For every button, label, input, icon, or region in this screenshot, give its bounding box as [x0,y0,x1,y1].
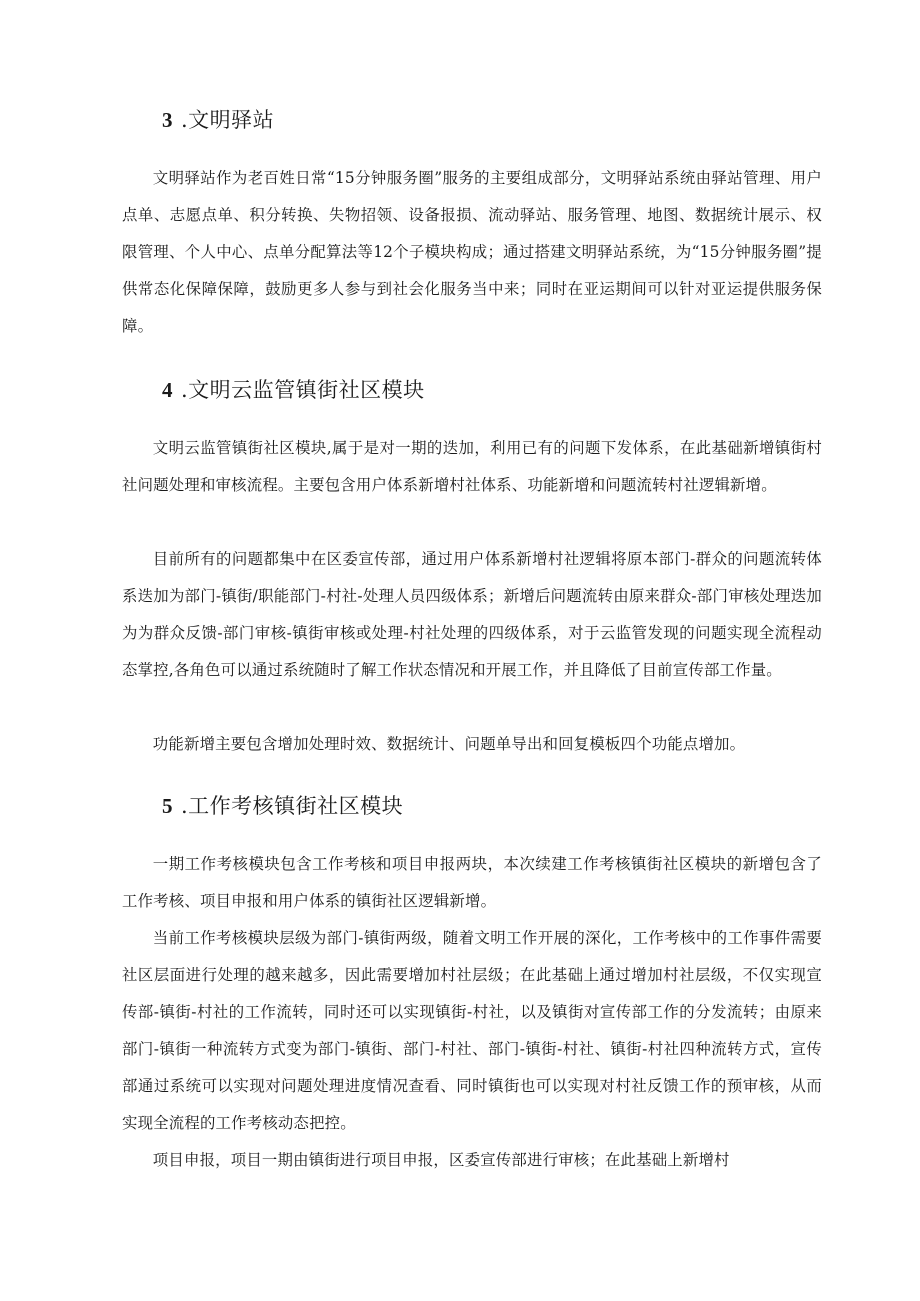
paragraph: 项目申报，项目一期由镇街进行项目申报，区委宣传部进行审核；在此基础上新增村 [152,1151,730,1169]
paragraph: 当前工作考核模块层级为部门-镇街两级，随着文明工作开展的深化，工作考核中的工作事件需要社区层面进行处理的越来越多，因此需要增加村社层级；在此基础上通过增加村社层级，不仅实现宣传部-镇街-村社的工作流转，同时还可以实现镇街-村社，以及镇街对宣传部工作的分发流转；由原来部门-镇街一种流转方式变为部门-镇街、部门-村社、部门-镇街-村社、镇街-村社四种流转方式，宣传部通过系统可以实现对问题处理进度情况查看、同时镇街也可以实现对村社反馈工作的预审核，从而实现全流程的工作考核动态把控。 [122,929,822,1132]
paragraph: 文明驿站作为老百姓日常“15分钟服务圈”服务的主要组成部分，文明驿站系统由驿站管理、用户点单、志愿点单、积分转换、失物招领、设备报损、流动驿站、服务管理、地图、数据统计展示、权限管理、个人中心、点单分配算法等12个子模块构成；通过搭建文明驿站系统，为“15分钟服务圈”提供常态化保障保障，鼓励更多人参与到社会化服务当中来；同时在亚运期间可以针对亚运提供服务保障。 [122,169,822,335]
paragraph: 文明云监管镇街社区模块,属于是对一期的迭加，利用已有的问题下发体系，在此基础新增镇街村社问题处理和审核流程。主要包含用户体系新增村社体系、功能新增和问题流转村社逻辑新增。 [122,439,822,494]
section-title: .文明驿站 [181,108,275,132]
paragraph: 一期工作考核模块包含工作考核和项目申报两块，本次续建工作考核镇街社区模块的新增包含了工作考核、项目申报和用户体系的镇街社区逻辑新增。 [122,855,822,910]
paragraph: 目前所有的问题都集中在区委宣传部，通过用户体系新增村社逻辑将原本部门-群众的问题流转体系迭加为部门-镇街/职能部门-村社-处理人员四级体系；新增后问题流转由原来群众-部门审核处理迭加为为群众反馈-部门审核-镇街审核或处理-村社处理的四级体系，对于云监管发现的问题实现全流程动态掌控,各角色可以通过系统随时了解工作状态情况和开展工作，并且降低了目前宣传部工作量。 [122,550,822,679]
paragraph: 功能新增主要包含增加处理时效、数据统计、问题单导出和回复模板四个功能点增加。 [152,735,746,753]
section-heading-3 [162,106,274,134]
section-title: .工作考核镇街社区模块 [181,794,404,818]
section-heading-5 [162,792,403,820]
section-number: 5 [162,794,173,818]
section-title: .文明云监管镇街社区模块 [181,378,425,402]
section-heading-4 [162,376,425,404]
section-number: 3 [162,108,173,132]
section-number: 4 [162,378,173,402]
